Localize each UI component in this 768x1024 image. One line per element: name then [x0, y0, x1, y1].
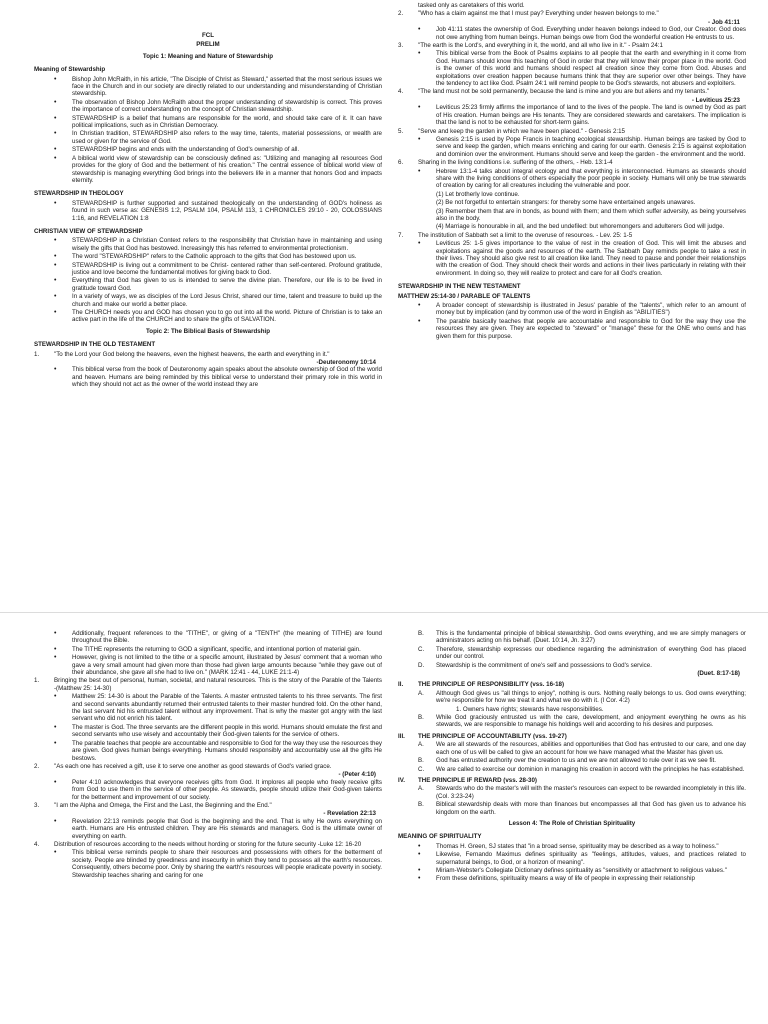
list-item: • STEWARDSHIP is a belief that humans are responsible for the world, and should take care of it. It can have political implications, such as in Christian Democracy. — [34, 115, 382, 130]
verse-reference: - Job 41:11 — [708, 18, 740, 26]
numbered-item — [34, 802, 382, 809]
list-item: • In a variety of ways, we as disciples of the Lord Jesus Christ, shared our time, talent and treasure to build up the church and make our world a better place. — [34, 293, 382, 308]
list-item: • The parable basically teaches that people are accountable and responsible to God for the way they use the resources they are given. They are expected to "steward" or "manage" these for the ONE who owns and has given them for this purpose. — [398, 318, 746, 340]
item-letter: D. — [418, 661, 425, 669]
item-letter: B. — [418, 801, 424, 809]
item-text: While God graciously entrusted us with the care, development, and enjoyment everything he owns as his stewards, we are responsible to manage his holdings well and according to his desires and purposes. — [436, 714, 746, 729]
list-item: • Job 41:11 states the ownership of God. Everything under heaven belongs indeed to God, our Creator. God does not owe anything from human beings. Human beings owe from God the wonderful creation He entrusts to us. — [398, 26, 746, 41]
item-text: We are all stewards of the resources, abilities and opportunities that God has entrusted to our care, and one day each one of us will be called to give an account for how we have managed what the Master has given us. — [436, 741, 746, 756]
item-number: 2. — [398, 10, 404, 18]
item-text: "The earth is the Lord's, and everything in it, the world, and all who live in it." - Psalm 24:1 — [418, 42, 663, 50]
item-text: Bringing the best out of personal, human, societal, and natural resources. This is the story of the Parable of the Talents -(Matthew 25: 14-30) — [54, 677, 382, 692]
list-item: • From these definitions, spirituality means a way of life of people in expressing their relationship — [398, 875, 746, 882]
list-item: • Likewise, Fernando Maximus defines spirituality as "feelings, attitudes, values, and practices related to supernatural beings, to God, or a horizon of meaning". — [398, 851, 746, 866]
list-item: • The TITHE represents the returning to GOD a significant, specific, and intentional portion of material gain. — [34, 646, 382, 653]
item-number: 3. — [34, 801, 40, 809]
list-item: • A broader concept of stewardship is illustrated in Jesus' parable of the "talents", which refer to an amount of money but by implication (and by common use of the word in English as "ABILITIES") — [398, 302, 746, 317]
list-item: • Everything that God has given to us is intended to serve the divine plan. Therefore, our life is to be lived in gratitude toward God. — [34, 277, 382, 292]
verse-reference: - Revelation 22:13 — [323, 810, 376, 818]
course-code: FCL — [201, 32, 215, 39]
list-item: • This biblical verse from the book of Deuteronomy again speaks about the absolute ownership of God of the world and heaven. Humans are being reminded by this biblical verse to understand their primary role in this world in which they should not act as the owner of the world instead they are — [34, 366, 382, 388]
verse-reference: -Deuteronomy 10:14 — [316, 359, 376, 367]
lettered-item — [398, 662, 746, 669]
list-item: • This biblical verse reminds people to share their resources and possessions with others for the betterment of society. People are blinded by greediness and insecurity in which they tend to possess all the earth's resources. Consequently, others become poor. Only by sharing the earth's resources will people eradicate poverty in society. Stewardship teaches sharing and caring for one — [34, 849, 382, 879]
list-item: • Additionally, frequent references to the "TITHE", or giving of a "TENTH" (the meaning of TITHE) are found throughout the Bible. — [34, 630, 382, 645]
item-text: God has entrusted authority over the creation to us and we are not allowed to rule over it as we see fit. — [436, 757, 716, 765]
list-item: • Bishop John McRaith, in his article, "The Disciple of Christ as Steward," asserted that the most serious issues we face in the Church and in our society are directly related to our understanding and misunderstanding of Christian stewardship. — [34, 76, 382, 98]
spirituality-heading: MEANING OF SPIRITUALITY — [398, 833, 482, 841]
verse-line: (2) Be not forgetful to entertain strangers: for thereby some have entertained angels unawares. — [436, 199, 696, 207]
principle-title: THE PRINCIPLE OF RESPONSIBILITY (vss. 16-18) — [418, 681, 565, 689]
list-item: • Hebrew 13:1-4 talks about integral ecology and that everything is interconnected. Humans as stewards should share with the living conditions of others especially the poor people in society. Humans will only be true stewards of creation by caring for all creatures including the vulnerable and poor. — [398, 168, 746, 190]
page-two — [0, 620, 768, 1024]
item-text: "Serve and keep the garden in which we have been placed." - Genesis 2:15 — [418, 127, 625, 135]
numbered-item — [398, 232, 746, 239]
item-text: Stewardship is the commitment of one's self and possessions to God's service. — [436, 661, 652, 669]
item-number: 3. — [398, 42, 404, 50]
item-text: Biblical stewardship deals with more than finances but encompasses all that God has given us to advance his kingdom on the earth. — [436, 801, 746, 816]
verse-line: (4) Marriage is honourable in all, and the bed undefiled: but whoremongers and adulterers God will judge. — [436, 223, 725, 231]
sub-item: 1. Owners have rights; stewards have responsibilities. — [456, 705, 604, 713]
christian-view-heading: CHRISTIAN VIEW OF STEWARDSHIP — [34, 227, 143, 235]
meaning-heading: Meaning of Stewardship — [34, 66, 106, 74]
item-text: "I am the Alpha and Omega, the First and the Last, the Beginning and the End." — [54, 801, 272, 809]
numbered-item — [34, 677, 382, 692]
list-item: • Leviticus 25:23 firmly affirms the importance of land to the lives of the people. The land is owned by God as part of His creation. Human beings are His tenants. They are considered stewards and caretakers. The implication is that the land is not to be exhausted for short-term gains. — [398, 104, 746, 126]
list-item: • STEWARDSHIP is further supported and sustained theologically on the understanding of GOD's holiness as found in such verse as: GENESIS 1:2, PSALM 104, PSALM 113, 1 CHRONICLES 29:10 - 20, COLOSSIANS 1:16, and REVELATION 1:8 — [34, 200, 382, 222]
parable-subheading: MATTHEW 25:14-30 / PARABLE OF TALENTS — [398, 292, 531, 300]
item-letter: A. — [418, 741, 424, 749]
page-one-right-column — [398, 2, 746, 341]
roman-numeral: III. — [398, 732, 405, 740]
item-text: Sharing in the living conditions i.e. suffering of the others, - Heb. 13:1-4 — [418, 159, 613, 167]
item-letter: C. — [418, 765, 425, 773]
list-item: • STEWARDSHIP is living out a commitment to be Christ- centered rather than self-centered. Profound gratitude, justice and love become the fundamental motives for giving back to God. — [34, 262, 382, 277]
item-number: 1. — [34, 677, 40, 685]
item-letter: B. — [418, 757, 424, 765]
list-item: • Leviticus 25: 1-5 gives importance to the value of rest in the creation of God. This will limit the abuses and exploitations against the goods and resources of the earth. The Sabbath Day reminds people to take a rest in their lives. They should also give rest to all creation like land. They need to pause and ponder their relationships with the creation of God. They should check their words and actions in their lives particularly in relating with their environment. In doing so, they will realize to protect and care for all God's creation. — [398, 240, 746, 277]
item-text: The institution of Sabbath set a limit to the overuse of resources. - Lev. 25: 1-5 — [418, 231, 633, 239]
list-item: • Miriam-Webster's Collegiate Dictionary defines spirituality as "sensitivity or attachment to religious values." — [398, 867, 746, 874]
verse-line: (1) Let brotherly love continue. — [436, 190, 520, 198]
item-letter: A. — [418, 785, 424, 793]
principle-heading — [398, 777, 746, 784]
list-item: • This biblical verse from the Book of Psalms explains to all people that the earth and everything in it come from God. Humans should know this teaching of God in order that they will know their proper place in the world. God is the owner of this world and humans should respect all creation since they come from God. Abuses and exploitations over creation happen because humans think that they are superior over other beings. They have the tendency to act like God. Psalm 24:1 will remind people to be God's stewards, not abusers and exploiters. — [398, 50, 746, 87]
lettered-item — [398, 690, 746, 705]
list-item: • Thomas H. Green, SJ states that "in a broad sense, spirituality may be described as a way to holiness." — [398, 843, 746, 850]
list-item: • The word "STEWARDSHIP" refers to the Catholic approach to the gifts that God has bestowed upon us. — [34, 253, 382, 260]
topic-1-title: Topic 1: Meaning and Nature of Stewardship — [142, 52, 274, 60]
item-letter: B. — [418, 630, 424, 637]
item-number: 5. — [398, 127, 404, 135]
numbered-item — [398, 159, 746, 166]
list-item: • The observation of Bishop John McRaith about the proper understanding of stewardship is correct. This proves the importance of correct understanding on the concept of Christian stewardship. — [34, 99, 382, 114]
item-number: 7. — [398, 231, 404, 239]
page-two-left-column — [34, 630, 382, 880]
numbered-item — [398, 88, 746, 95]
principle-heading — [398, 681, 746, 688]
numbered-item — [34, 351, 382, 358]
item-text: Distribution of resources according to the needs without hording or storing for the future security -Luke 12: 16-20 — [54, 840, 362, 848]
numbered-item — [34, 763, 382, 770]
list-item: • However, giving is not limited to the tithe or a specific amount, illustrated by Jesus' comment that a woman who gave a very small amount had given more than those had given large amounts because "while they gave out of their abundance, she gave all she had to live on." (MARK 12:41 - 44, LUKE 21:1-4) — [34, 654, 382, 676]
lettered-item — [398, 741, 746, 756]
lettered-item — [398, 646, 746, 661]
list-item: • The master is God. The three servants are the different people in this world. Humans should emulate the first and second servants who use wisely and accountably their God-given talents for the service of others. — [34, 724, 382, 739]
numbered-item — [398, 42, 746, 49]
item-number: 6. — [398, 159, 404, 167]
list-item: • Genesis 2:15 is used by Pope Francis in teaching ecological stewardship. Human beings are tasked by God to serve and keep the garden, which means enriching and caring for our earth. Genesis 2:15 is against exploitation and dominion over the environment. Humans should serve and keep the garden - the environment and the world. — [398, 136, 746, 158]
lettered-item — [398, 801, 746, 816]
item-text: "To the Lord your God belong the heavens, even the highest heavens, the earth and everything in it." — [54, 350, 330, 358]
numbered-item — [398, 10, 746, 17]
lettered-item — [398, 757, 746, 764]
old-testament-heading: STEWARDSHIP IN THE OLD TESTAMENT — [34, 341, 156, 349]
list-item: • Matthew 25: 14-30 is about the Parable of the Talents. A master entrusted talents to his three servants. The first and second servants abundantly returned their entrusted talents to their master hundred fold. On the other hand, the last servant hid his entrusted talent without any improvement. That is why the master got angry with the last servant who did not enrich his talent. — [34, 693, 382, 723]
item-number: 4. — [34, 840, 40, 848]
item-text: "Who has a claim against me that I must pay? Everything under heaven belongs to me." — [418, 10, 659, 18]
principle-heading — [398, 733, 746, 740]
verse-line: (3) Remember them that are in bonds, as bound with them; and them which suffer adversity, as being yourselves also in the body. — [436, 207, 746, 222]
lettered-item — [398, 766, 746, 773]
item-text: Stewards who do the master's will with the master's resources can expect to be rewarded incompletely in this life. (Col. 3:23-24) — [436, 785, 746, 800]
principle-title: THE PRINCIPLE IF REWARD (vss. 28-30) — [418, 776, 537, 784]
verse-reference: - (Peter 4:10) — [338, 771, 376, 779]
roman-numeral: IV. — [398, 776, 405, 784]
numbered-item — [398, 128, 746, 135]
item-text: Although God gives us "all things to enjoy", nothing is ours. Nothing really belongs to us. God owns everything; we're responsible for how we treat it and what we do with it. (I Cor. 4:2) — [436, 689, 746, 705]
continued-text: tasked only as caretakers of this world. — [418, 2, 525, 9]
item-number: 4. — [398, 88, 404, 96]
verse-reference: (Duet. 8:17-18) — [697, 670, 740, 678]
lettered-item — [398, 785, 746, 800]
item-text: This is the fundamental principle of biblical stewardship. God owns everything, and we are simply managers or administrators acting on his behalf. (Duet. 10:14, Jn. 3:27) — [436, 630, 746, 645]
roman-numeral: II. — [398, 681, 404, 689]
item-letter: A. — [418, 689, 424, 697]
page-two-right-column — [398, 630, 746, 884]
numbered-item — [34, 841, 382, 848]
list-item: • The CHURCH needs you and GOD has chosen you to go out into all the world. Picture of Christian is to take an active part in the life of the CHURCH and to share the gifts of SALVATION. — [34, 309, 382, 324]
lesson-4-title: Lesson 4: The Role of Christian Spirituality — [508, 819, 636, 827]
item-letter: B. — [418, 714, 424, 722]
term-label: PRELIM — [196, 41, 220, 49]
list-item: • Peter 4:10 acknowledges that everyone receives gifts from God. It implores all people who freely receive gifts from God to use them in the service of other people. As stewards, people should utilize their God-given talents for the betterment and improvement of our society. — [34, 779, 382, 801]
new-testament-heading: STEWARDSHIP IN THE NEW TESTAMENT — [398, 283, 521, 291]
theology-heading: STEWARDSHIP IN THEOLOGY — [34, 190, 124, 198]
item-number: 2. — [34, 762, 40, 770]
lettered-item — [398, 714, 746, 729]
item-text: "As each one has received a gift, use it to serve one another as good stewards of God's varied grace. — [54, 762, 332, 770]
list-item: • The parable teaches that people are accountable and responsible to God for the way they use the resources they are given. God gives human beings everything. Humans should responsibly and accountably use all the gifts He bestows. — [34, 740, 382, 762]
list-item: • STEWARDSHIP begins and ends with the understanding of God's ownership of all. — [34, 146, 382, 153]
topic-2-title: Topic 2: The Biblical Basis of Stewardship — [145, 327, 270, 335]
verse-reference: - Leviticus 25:23 — [691, 96, 740, 104]
item-text: "The land must not be sold permanently, because the land is mine and you are but aliens and my tenants." — [418, 88, 710, 96]
list-item: • STEWARDSHIP in a Christian Context refers to the responsibility that Christian have in maintaining and using wisely the gifts that God has bestowed. Increasingly this has referred to environmental protectionism. — [34, 237, 382, 252]
list-item: • Revelation 22:13 reminds people that God is the beginning and the end. That is why He owns everything on earth. Humans are His entrusted children. They are His stewards and managers. God is the ultimate owner of everything on earth. — [34, 818, 382, 840]
item-text: Therefore, stewardship expresses our obedience regarding the administration of everything God has placed under our control. — [436, 645, 746, 661]
item-text: We are called to exercise our dominion in managing his creation in accord with the principles he has established. — [436, 765, 745, 773]
item-letter: C. — [418, 645, 425, 653]
page-divider — [0, 612, 768, 620]
item-number: 1. — [34, 350, 40, 358]
principle-title: THE PRINCIPLE OF ACCOUNTABILITY (vss. 19-27) — [418, 732, 567, 740]
lettered-item — [398, 630, 746, 645]
page-one-left-column — [34, 32, 382, 390]
list-item: • A biblical world view of stewardship can be consciously defined as: "Utilizing and managing all resources God provides for the glory of God and the betterment of his creation." The central essence of biblical world view of stewardship is managing everything God brings into the believers life in a manner that honors God and impacts eternity. — [34, 155, 382, 185]
list-item: • In Christian tradition, STEWARDSHIP also refers to the way time, talents, material possessions, or wealth are used or given for the service of God. — [34, 130, 382, 145]
